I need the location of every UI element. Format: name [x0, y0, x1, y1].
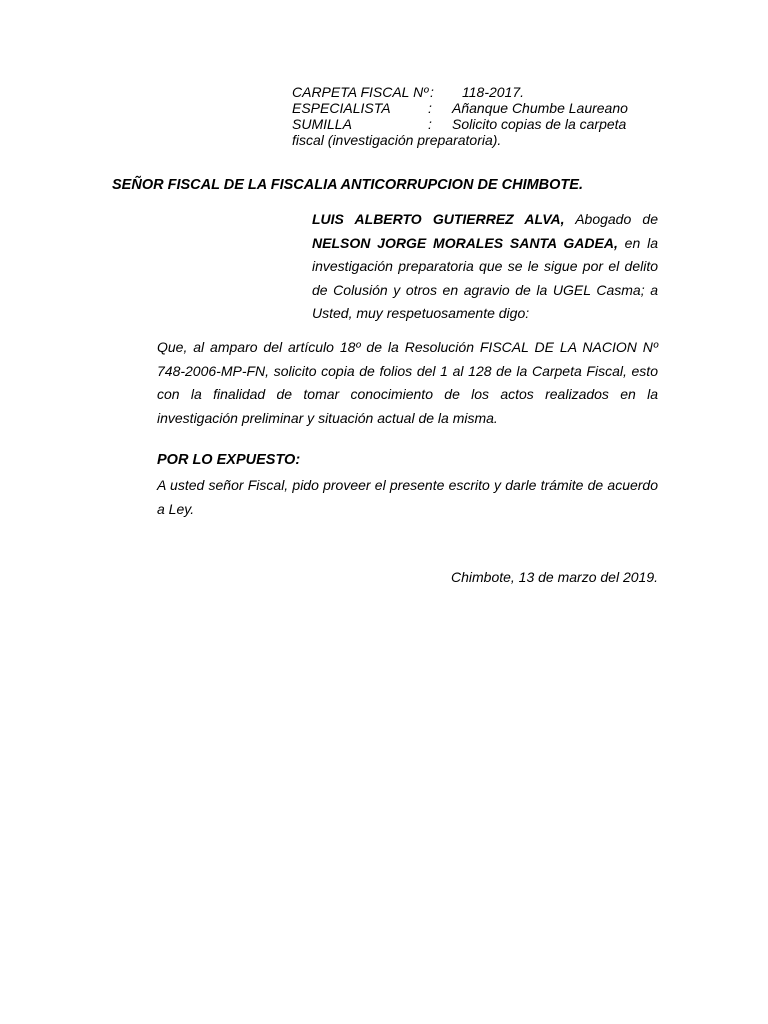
- closing-paragraph: A usted señor Fiscal, pido proveer el presente escrito y darle trámite de acuerdo a Ley.: [157, 477, 658, 517]
- header-value: 118-2017.: [462, 84, 525, 100]
- header-row-especialista: [292, 100, 652, 116]
- header-label: SUMILLA: [292, 116, 352, 132]
- intro-text-2: en la investigación preparatoria que se le sigue por el delito de Colusión y otros en agravio de la UGEL Casma; a Usted, muy respetuosamente digo:: [312, 234, 658, 321]
- header-separator: :: [430, 84, 434, 100]
- case-header: [292, 84, 652, 148]
- header-value: Solicito copias de la carpeta: [452, 116, 627, 132]
- header-value: Añanque Chumbe Laureano: [452, 100, 628, 116]
- header-separator: :: [428, 116, 432, 132]
- header-label: ESPECIALISTA: [292, 100, 391, 116]
- lawyer-name: LUIS ALBERTO GUTIERREZ ALVA,: [312, 211, 565, 227]
- header-row-carpeta: [292, 84, 652, 100]
- sumilla-continuation: fiscal (investigación preparatoria).: [292, 132, 502, 148]
- intro-paragraph: [312, 208, 658, 326]
- header-row-sumilla: [292, 116, 652, 132]
- client-name: NELSON JORGE MORALES SANTA GADEA,: [312, 234, 618, 251]
- request-paragraph: Que, al amparo del artículo 18º de la Resolución FISCAL DE LA NACION Nº 748-2006-MP-FN, solicito copia de folios del 1 al 128 de la Carpeta Fiscal, esto con la finalidad de tomar conocimiento de los actos realizados en la investigación preliminar y situación actual de la misma.: [157, 339, 658, 426]
- place-date: Chimbote, 13 de marzo del 2019.: [450, 569, 658, 585]
- por-lo-expuesto-heading: POR LO EXPUESTO:: [157, 452, 301, 468]
- addressee-heading: SEÑOR FISCAL DE LA FISCALIA ANTICORRUPCION DE CHIMBOTE.: [112, 177, 583, 193]
- header-label: CARPETA FISCAL Nº: [292, 84, 429, 100]
- header-separator: :: [428, 100, 432, 116]
- intro-text-1: Abogado de: [564, 211, 658, 227]
